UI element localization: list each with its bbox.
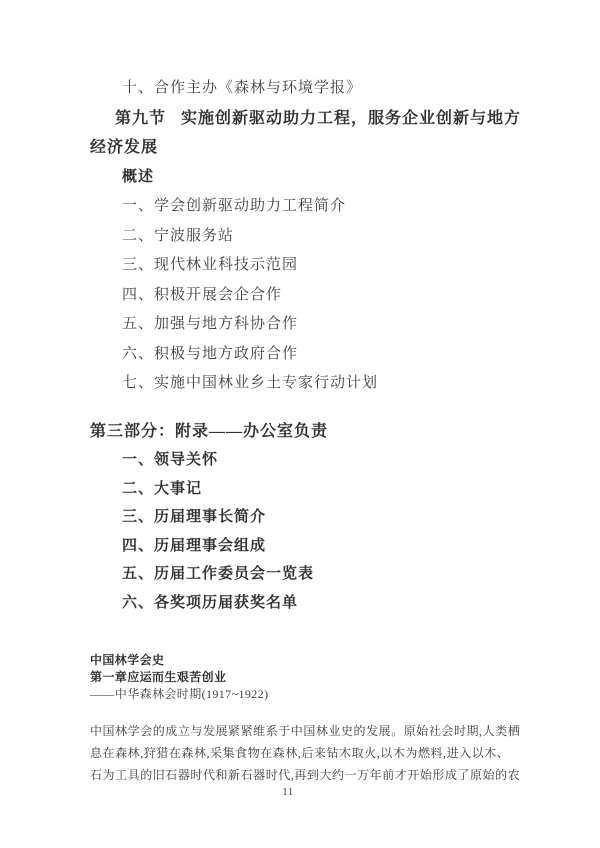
section-nine-label: 第九节 bbox=[115, 109, 167, 127]
toc-item: 二、大事记 bbox=[122, 480, 203, 497]
toc-item: 二、宁波服务站 bbox=[122, 227, 235, 244]
chapter-heading-block bbox=[90, 652, 514, 704]
toc-item: 一、学会创新驱动助力工程简介 bbox=[122, 198, 347, 214]
toc-item: 六、积极与地方政府合作 bbox=[122, 345, 299, 362]
toc-item: 五、历届工作委员会一览表 bbox=[122, 566, 315, 583]
chapter-title: 第一章应运而生艰苦创业 bbox=[90, 669, 227, 684]
part-three-heading: 第三部分：附录——办公室负责 bbox=[90, 422, 329, 440]
toc-item-ten: 十、合作主办《森林与环境学报》 bbox=[122, 80, 363, 96]
toc-item: 七、实施中国林业乡土专家行动计划 bbox=[122, 375, 379, 391]
toc-item: 四、历届理事会组成 bbox=[122, 537, 267, 554]
toc-item: 五、加强与地方科协合作 bbox=[122, 316, 299, 332]
toc-item: 三、现代林业科技示范园 bbox=[122, 257, 299, 273]
overview-heading: 概述 bbox=[122, 168, 155, 185]
book-title: 中国林学会史 bbox=[90, 652, 165, 667]
part-three-section bbox=[90, 418, 514, 618]
chapter-subtitle: ——中华森林会时期(1917~1922) bbox=[90, 687, 269, 702]
page-number: 11 bbox=[282, 786, 294, 798]
paragraph-line: 石为工具的旧石器时代和新石器时代,再到大约一万年前才开始形成了原始的农 bbox=[90, 768, 521, 783]
toc-item: 六、各奖项历届获奖名单 bbox=[122, 595, 299, 612]
toc-item: 四、积极开展会企合作 bbox=[122, 286, 283, 303]
paragraph-line: 息在森林,狩猎在森林,采集食物在森林,后来钻木取火,以木为燃料,进入以木、 bbox=[90, 745, 510, 760]
body-paragraph bbox=[90, 720, 521, 787]
toc-item: 三、历届理事长简介 bbox=[122, 509, 267, 526]
section-nine-heading bbox=[90, 104, 522, 134]
section-nine-title: 实施创新驱动助力工程，服务企业创新与地方 bbox=[181, 109, 522, 127]
paragraph-line: 中国林学会的成立与发展紧紧维系于中国林业史的发展。原始社会时期,人类栖 bbox=[90, 723, 521, 738]
page-content bbox=[90, 74, 522, 787]
section-nine-heading-wrap: 经济发展 bbox=[90, 139, 159, 156]
toc-item: 一、领导关怀 bbox=[122, 452, 219, 469]
